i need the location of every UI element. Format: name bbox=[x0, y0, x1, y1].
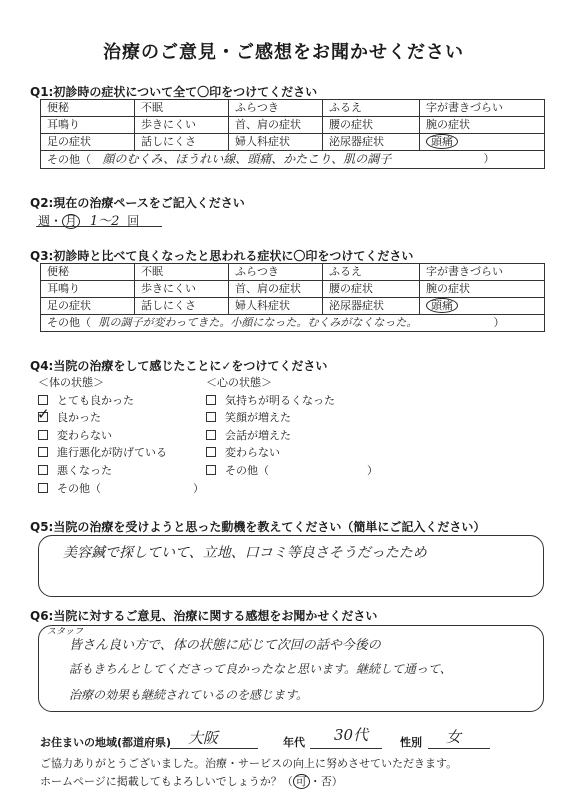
table-row bbox=[41, 315, 545, 332]
table-row bbox=[41, 281, 545, 298]
q4-body-option[interactable] bbox=[38, 480, 204, 498]
sex-underline bbox=[428, 748, 490, 749]
q5-handwritten-answer: 美容鍼で探していて、立地、口コミ等良さそうだったため bbox=[63, 545, 427, 561]
option-label: 良かった bbox=[57, 411, 101, 425]
table-row bbox=[41, 298, 545, 315]
q1-cell[interactable]: 足の症状 bbox=[41, 134, 135, 151]
q1-cell[interactable]: 不眠 bbox=[135, 100, 229, 117]
option-label: その他（ bbox=[225, 463, 269, 477]
table-row bbox=[41, 100, 545, 117]
option-label: 悪くなった bbox=[57, 463, 112, 477]
option-label: 変わらない bbox=[225, 446, 280, 460]
region-handwritten: 大阪 bbox=[188, 729, 219, 747]
table-row bbox=[41, 264, 545, 281]
q6-staff-note: スタッフ bbox=[47, 627, 84, 637]
age-label: 年代 bbox=[283, 736, 305, 749]
q5-answer-box[interactable] bbox=[38, 535, 544, 597]
region-underline bbox=[170, 748, 258, 749]
q4-body-option[interactable] bbox=[38, 427, 204, 445]
q4-mind-option[interactable] bbox=[206, 427, 378, 445]
q1-cell[interactable]: ふらつき bbox=[229, 100, 323, 117]
q4-mind-title: ＜心の状態＞ bbox=[206, 376, 272, 389]
q4-mind-option[interactable] bbox=[206, 462, 378, 480]
q1-other-close: ） bbox=[483, 152, 495, 165]
option-label: 進行悪化が防げている bbox=[57, 446, 167, 460]
option-label: 変わらない bbox=[57, 428, 112, 442]
q6-heading: Q6:当院に対するご意見、治療に関する感想をお聞かせください bbox=[30, 609, 378, 623]
q3-cell[interactable]: 不眠 bbox=[135, 264, 229, 281]
consent-yes-circled[interactable]: 可 bbox=[293, 774, 310, 789]
option-label: 会話が増えた bbox=[225, 428, 291, 442]
checkbox[interactable] bbox=[38, 447, 48, 457]
checkbox[interactable] bbox=[38, 395, 48, 405]
q3-cell[interactable]: ふらつき bbox=[229, 264, 323, 281]
q6-line-3: 治療の効果も継続されているのを感じます。 bbox=[69, 688, 309, 702]
table-row bbox=[41, 134, 545, 151]
q3-symptom-table bbox=[40, 263, 545, 332]
q4-body-option[interactable] bbox=[38, 462, 204, 480]
consent-suffix: ） bbox=[331, 775, 343, 788]
consent-no[interactable]: 否 bbox=[320, 775, 332, 788]
q1-cell[interactable]: 話しにくさ bbox=[135, 134, 229, 151]
q1-cell[interactable]: 歩きにくい bbox=[135, 117, 229, 134]
q4-body-column bbox=[38, 374, 204, 497]
q3-other-handwritten: 肌の調子が変わってきた。小顔になった。むくみがなくなった。 bbox=[98, 316, 418, 329]
q4-body-other-close: ） bbox=[193, 481, 204, 495]
q1-cell-circled[interactable] bbox=[420, 134, 545, 151]
consent-prefix: ホームページに掲載してもよろしいでしょうか？（ bbox=[40, 775, 293, 788]
q2-week: 週 bbox=[38, 214, 51, 228]
q4-mind-option[interactable] bbox=[206, 444, 378, 462]
q3-cell[interactable]: 便秘 bbox=[41, 264, 135, 281]
checkbox[interactable] bbox=[38, 465, 48, 475]
q4-body-option[interactable] bbox=[38, 392, 204, 410]
q2-dot: ・ bbox=[50, 214, 63, 228]
q3-other-close: ） bbox=[493, 316, 505, 329]
option-label: その他（ bbox=[57, 481, 101, 495]
q3-cell[interactable]: 足の症状 bbox=[41, 298, 135, 315]
page-title: 治療のご意見・ご感想をお聞かせください bbox=[103, 42, 464, 63]
checkbox[interactable] bbox=[206, 447, 216, 457]
q4-body-option[interactable] bbox=[38, 444, 204, 462]
check-icon: ✓ bbox=[37, 405, 50, 424]
q1-symptom-table bbox=[40, 99, 545, 169]
q6-line-2: 話もきちんとしてくださって良かったなと思います。継続して通って、 bbox=[69, 662, 452, 676]
q3-cell[interactable]: 話しにくさ bbox=[135, 298, 229, 315]
circled-answer: 頭痛 bbox=[426, 298, 458, 313]
q1-cell[interactable]: 字が書きづらい bbox=[420, 100, 545, 117]
q3-cell[interactable]: ふるえ bbox=[323, 264, 420, 281]
q3-cell[interactable]: 婦人科症状 bbox=[229, 298, 323, 315]
q1-heading: Q1:初診時の症状について全て〇印をつけてください bbox=[30, 85, 318, 99]
q4-body-option-checked[interactable] bbox=[37, 405, 204, 427]
checkbox[interactable] bbox=[206, 465, 216, 475]
age-handwritten: 30代 bbox=[334, 726, 369, 744]
q3-other-cell[interactable] bbox=[41, 315, 545, 332]
option-label: 気持ちが明るくなった bbox=[225, 393, 335, 407]
q1-other-handwritten: 顔のむくみ、ほうれい線、頭痛、かたこり、肌の調子 bbox=[102, 152, 392, 166]
q6-line-1: 皆さん良い方で、体の状態に応じて次回の話や今後の bbox=[69, 638, 381, 653]
checkbox[interactable] bbox=[38, 483, 48, 493]
circled-answer: 頭痛 bbox=[426, 134, 458, 149]
q3-other-label: その他（ bbox=[47, 316, 91, 329]
q2-underline bbox=[36, 226, 162, 227]
q4-mind-other-close: ） bbox=[367, 463, 378, 477]
q3-cell[interactable]: 泌尿器症状 bbox=[323, 298, 420, 315]
q2-month-circled[interactable]: 月 bbox=[62, 214, 80, 229]
option-label: とても良かった bbox=[57, 393, 134, 407]
q1-cell[interactable]: 首、肩の症状 bbox=[229, 117, 323, 134]
consent-question bbox=[40, 773, 343, 789]
q1-cell[interactable]: 腕の症状 bbox=[420, 117, 545, 134]
q4-mind-column bbox=[206, 374, 378, 480]
q4-mind-option[interactable] bbox=[206, 409, 378, 427]
region-label: お住まいの地域(都道府県) bbox=[40, 736, 172, 749]
q5-heading: Q5:当院の治療を受けようと思った動機を教えてください（簡単にご記入ください） bbox=[30, 520, 486, 534]
q1-cell[interactable]: 婦人科症状 bbox=[229, 134, 323, 151]
checkbox[interactable] bbox=[38, 430, 48, 440]
q2-freq-handwritten: 1〜2 bbox=[89, 214, 120, 229]
sex-handwritten: 女 bbox=[446, 728, 462, 746]
q3-cell[interactable]: 字が書きづらい bbox=[420, 264, 545, 281]
sex-label: 性別 bbox=[400, 736, 422, 749]
table-row bbox=[41, 117, 545, 134]
consent-sep: ・ bbox=[309, 775, 321, 788]
q4-mind-option[interactable] bbox=[206, 392, 378, 410]
age-underline bbox=[310, 748, 382, 749]
q3-cell[interactable]: 腰の症状 bbox=[323, 281, 420, 298]
q1-cell[interactable]: 泌尿器症状 bbox=[323, 134, 420, 151]
option-label: 笑顔が増えた bbox=[225, 411, 291, 425]
q1-other-label: その他（ bbox=[47, 153, 91, 166]
q3-cell[interactable]: 腕の症状 bbox=[420, 281, 545, 298]
q3-cell[interactable]: 首、肩の症状 bbox=[229, 281, 323, 298]
q1-cell[interactable]: 耳鳴り bbox=[41, 117, 135, 134]
q3-cell[interactable]: 耳鳴り bbox=[41, 281, 135, 298]
checkbox[interactable] bbox=[206, 395, 216, 405]
q1-cell[interactable]: 腰の症状 bbox=[323, 117, 420, 134]
q3-cell[interactable]: 歩きにくい bbox=[135, 281, 229, 298]
q6-answer-box[interactable] bbox=[38, 625, 544, 712]
q4-body-title: ＜体の状態＞ bbox=[38, 376, 104, 389]
q4-heading: Q4:当院の治療をして感じたことに✓をつけてください bbox=[30, 359, 328, 373]
q1-cell[interactable]: 便秘 bbox=[41, 100, 135, 117]
table-row bbox=[41, 151, 545, 169]
checkbox[interactable] bbox=[206, 430, 216, 440]
q3-heading: Q3:初診時と比べて良くなったと思われる症状に〇印をつけてください bbox=[30, 249, 414, 263]
checkbox[interactable] bbox=[206, 412, 216, 422]
q2-unit: 回 bbox=[127, 214, 140, 228]
q1-cell[interactable]: ふるえ bbox=[323, 100, 420, 117]
q2-heading: Q2:現在の治療ペースをご記入ください bbox=[30, 196, 245, 210]
q1-other-cell[interactable] bbox=[41, 151, 545, 169]
thanks-text: ご協力ありがとうございました。治療・サービスの向上に努めさせていただきます。 bbox=[40, 757, 458, 770]
q3-cell-circled[interactable] bbox=[420, 298, 545, 315]
